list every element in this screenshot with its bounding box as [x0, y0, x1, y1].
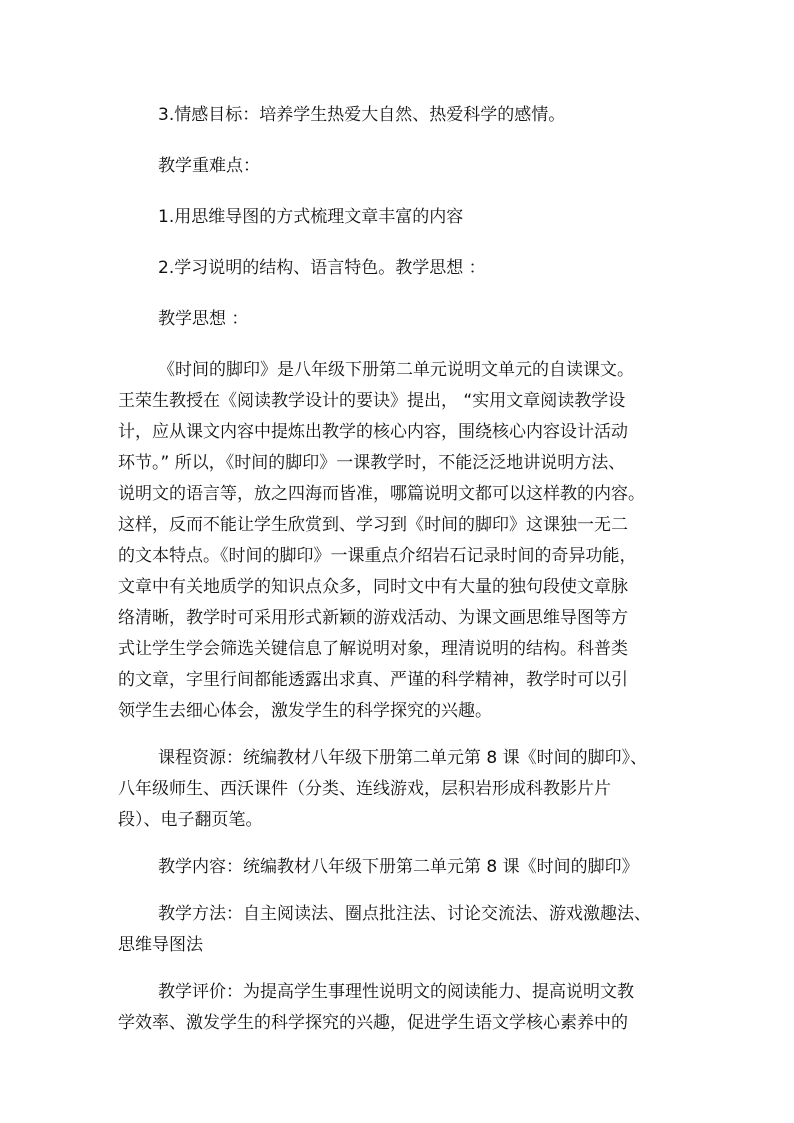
text-line: 课程资源：统编教材八年级下册第二单元第 8 课《时间的脚印》、: [158, 748, 648, 768]
heading-teaching-philosophy: [118, 304, 688, 335]
paragraph-teaching-content: [118, 852, 688, 883]
paragraph-teaching-methods: [118, 899, 688, 961]
text-line: 3.情感目标：培养学生热爱大自然、热爱科学的感情。: [158, 105, 566, 125]
text-line: 2.学习说明的结构、语言特色。教学思想 ：: [158, 258, 486, 278]
text-line: 八年级师生、西沃课件（分类、连线游戏，层积岩形成科教影片片: [118, 779, 611, 799]
text-line: 络清晰，教学时可采用形式新颖的游戏活动、为课文画思维导图等方: [118, 608, 628, 628]
text-line: 教学重难点：: [158, 156, 260, 176]
text-line: 的文章，字里行间都能透露出求真、严谨的科学精神，教学时可以引: [118, 670, 628, 690]
list-item-difficulty-2: [118, 253, 688, 284]
text-line: 思维导图法: [118, 935, 203, 955]
text-line: 文章中有关地质学的知识点众多，同时文中有大量的独句段使文章脉: [118, 577, 628, 597]
text-line: 学效率、激发学生的科学探究的兴趣，促进学生语文学核心素养中的: [118, 1013, 628, 1033]
paragraph-teaching-evaluation: [118, 977, 688, 1039]
text-line: 1.用思维导图的方式梳理文章丰富的内容: [158, 207, 464, 227]
text-line: 式让学生学会筛选关键信息了解说明对象，理清说明的结构。科普类: [118, 639, 628, 659]
text-line: 领学生去细心体会，激发学生的科学探究的兴趣。: [118, 701, 492, 721]
text-line: 段）、电子翻页笔。: [118, 810, 263, 830]
text-line: 《时间的脚印》是八年级下册第二单元说明文单元的自读课文。: [158, 360, 634, 380]
text-line: 教学内容：统编教材八年级下册第二单元第 8 课《时间的脚印》: [158, 857, 639, 877]
text-line: 教学思想 ：: [158, 309, 249, 329]
text-line: 王荣生教授在《阅读教学设计的要诀》提出， “实用文章阅读教学设: [118, 391, 626, 411]
paragraph-teaching-philosophy: [118, 355, 688, 727]
text-line: 这样，反而不能让学生欣赏到、学习到《时间的脚印》这课独一无二: [118, 515, 628, 535]
text-line: 教学评价：为提高学生事理性说明文的阅读能力、提高说明文教: [158, 982, 634, 1002]
text-line: 环节。” 所以，《时间的脚印》一课教学时，不能泛泛地讲说明方法、: [118, 453, 626, 473]
paragraph-course-resources: [118, 743, 688, 836]
document-body: [118, 100, 688, 1055]
paragraph-emotional-goal: [118, 100, 688, 131]
list-item-difficulty-1: [118, 202, 688, 233]
text-line: 的文本特点。《时间的脚印》一课重点介绍岩石记录时间的奇异功能，: [118, 546, 637, 566]
text-line: 计，应从课文内容中提炼出教学的核心内容，围绕核心内容设计活动: [118, 422, 628, 442]
text-line: 说明文的语言等，放之四海而皆准，哪篇说明文都可以这样教的内容。: [118, 484, 645, 504]
text-line: 教学方法：自主阅读法、圈点批注法、讨论交流法、游戏激趣法、: [158, 904, 651, 924]
heading-key-difficulties: [118, 151, 688, 182]
